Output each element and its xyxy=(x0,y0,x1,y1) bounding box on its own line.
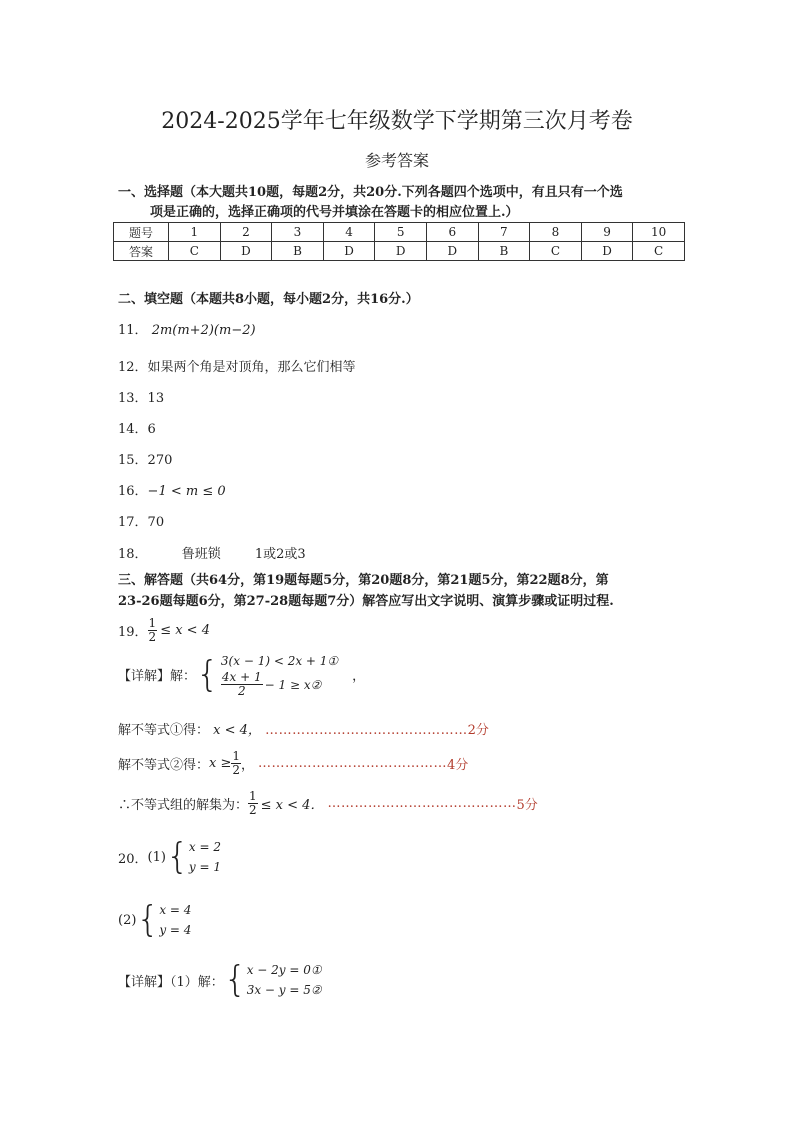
table-cell-number: 6 xyxy=(426,223,478,242)
inequality-2-rest: − 1 ≥ x② xyxy=(264,677,322,692)
q19-answer xyxy=(118,617,210,644)
equation-2: y = 4 xyxy=(159,923,192,937)
item-answer: −1 < m ≤ 0 xyxy=(147,484,226,499)
fill-item-11 xyxy=(118,319,256,338)
item-number: 13． xyxy=(118,391,148,406)
frac-numerator: 4x + 1 xyxy=(221,670,262,684)
item-number: 19． xyxy=(118,625,148,640)
left-brace-icon: { xyxy=(196,653,219,695)
fill-item-13 xyxy=(118,387,164,406)
fraction-one-half xyxy=(248,790,258,817)
equation-1: x = 2 xyxy=(188,840,221,854)
page-subtitle: 参考答案 xyxy=(364,151,429,170)
table-cell-number: 3 xyxy=(272,223,324,242)
section1-heading-line1: 一、选择题（本大题共10题，每题2分，共20分.下列各题四个选项中，有且只有一个选 xyxy=(118,185,623,200)
table-cell-number: 2 xyxy=(220,223,272,242)
dotted-leader: ……………………………………… xyxy=(265,723,468,738)
dotted-leader: …………………………………… xyxy=(327,796,517,811)
item-answer: 如果两个角是对顶角，那么它们相等 xyxy=(147,360,356,375)
comma: ， xyxy=(352,669,366,684)
page-title: 2024-2025学年七年级数学下学期第三次月考卷 xyxy=(161,109,633,134)
step-label: 解不等式②得： xyxy=(118,758,210,773)
step-score: 2分 xyxy=(467,723,489,738)
frac-denominator: 2 xyxy=(148,630,157,644)
equation-system xyxy=(189,837,221,877)
step-math: x ≥ xyxy=(209,756,232,771)
table-cell-answer: C xyxy=(169,242,221,261)
frac-numerator: 1 xyxy=(249,789,257,803)
detail-label: 【详解】（1）解： xyxy=(118,974,224,990)
item-number: 17． xyxy=(118,515,148,530)
fill-item-14 xyxy=(118,418,156,437)
table-cell-number: 9 xyxy=(581,223,633,242)
table-cell-answer: D xyxy=(426,242,478,261)
table-cell-answer: B xyxy=(478,242,530,261)
item-number: 20． xyxy=(118,851,148,867)
dotted-leader: …………………………………… xyxy=(258,756,448,771)
inequality-2 xyxy=(221,671,338,698)
fraction-one-half xyxy=(231,750,241,777)
q19-answer-rest: ≤ x < 4 xyxy=(160,623,210,638)
equation-system xyxy=(247,960,322,1000)
q20-detail xyxy=(118,960,322,1000)
table-cell-answer: C xyxy=(530,242,582,261)
inequality-system xyxy=(221,651,338,698)
item-number: 18． xyxy=(118,547,148,562)
step-score: 5分 xyxy=(516,798,538,813)
section3-heading-line2: 23-26题每题6分，第27-28题每题7分）解答应写出文字说明、演算步骤或证明过程. xyxy=(118,594,614,609)
step-label: 解不等式①得： xyxy=(118,723,210,738)
table-cell-number: 8 xyxy=(530,223,582,242)
table-row-answers xyxy=(114,242,685,261)
left-brace-icon: { xyxy=(165,836,189,877)
step-math: x < 4， xyxy=(213,723,261,738)
equation-2: 3x − y = 5② xyxy=(246,983,322,997)
equation-2: y = 1 xyxy=(188,860,221,874)
table-header-answer: 答案 xyxy=(114,242,169,261)
detail-label: 【详解】解： xyxy=(118,669,197,684)
q19-step3 xyxy=(118,790,538,817)
item-answer: 270 xyxy=(147,453,173,468)
frac-denominator: 2 xyxy=(249,803,257,817)
table-cell-answer: B xyxy=(272,242,324,261)
step-score: 4分 xyxy=(447,758,469,773)
q19-step2 xyxy=(118,750,468,777)
table-row-numbers xyxy=(114,223,685,242)
left-brace-icon: { xyxy=(223,959,247,1000)
item-answer: 鲁班锁 xyxy=(181,547,221,562)
section2-heading: 二、填空题（本题共8小题，每小题2分，共16分.） xyxy=(118,292,419,307)
item-number: 12． xyxy=(118,360,148,375)
table-cell-answer: D xyxy=(581,242,633,261)
table-cell-number: 4 xyxy=(323,223,375,242)
frac-numerator: 1 xyxy=(148,616,157,630)
part-label: (1) xyxy=(147,849,166,865)
left-brace-icon: { xyxy=(136,899,160,940)
item-number: 16． xyxy=(118,484,148,499)
item-number: 14． xyxy=(118,422,148,437)
equation-system xyxy=(159,900,191,940)
table-cell-answer: C xyxy=(633,242,685,261)
fraction-one-half xyxy=(148,617,158,644)
q19-step1 xyxy=(118,719,489,738)
table-header-question: 题号 xyxy=(114,223,169,242)
equation-1: x = 4 xyxy=(159,903,192,917)
item-answer: 13 xyxy=(147,391,165,406)
q20-part1 xyxy=(118,837,221,877)
q20-part2 xyxy=(118,900,191,940)
item-answer: 2m(m+2)(m−2) xyxy=(151,323,256,338)
section1-heading-line2: 项是正确的，选择正确项的代号并填涂在答题卡的相应位置上.） xyxy=(150,205,519,220)
fill-item-16 xyxy=(118,480,226,499)
frac-denominator: 2 xyxy=(237,684,246,698)
fill-item-18 xyxy=(118,543,306,562)
table-cell-number: 10 xyxy=(633,223,685,242)
equation-1: x − 2y = 0① xyxy=(246,963,322,977)
table-cell-answer: D xyxy=(375,242,427,261)
item-number: 15． xyxy=(118,453,148,468)
part-label: (2) xyxy=(118,912,137,928)
inequality-1: 3(x − 1) < 2x + 1① xyxy=(220,654,339,668)
section3-heading-line1: 三、解答题（共64分，第19题每题5分，第20题8分，第21题5分，第22题8分，第 xyxy=(118,573,609,588)
item-answer: 6 xyxy=(147,422,156,437)
item-number: 11． xyxy=(118,323,148,338)
fill-item-15 xyxy=(118,449,172,468)
fraction-4x-plus-1 xyxy=(221,671,263,698)
table-cell-number: 7 xyxy=(478,223,530,242)
item-answer-2: 1或2或3 xyxy=(254,547,306,562)
table-cell-answer: D xyxy=(323,242,375,261)
comma: ， xyxy=(241,758,255,773)
frac-denominator: 2 xyxy=(232,763,241,777)
answer-table xyxy=(113,222,685,261)
frac-numerator: 1 xyxy=(232,749,241,763)
table-cell-number: 1 xyxy=(169,223,221,242)
table-cell-number: 5 xyxy=(375,223,427,242)
item-answer: 70 xyxy=(147,515,165,530)
fill-item-12 xyxy=(118,356,356,375)
fill-item-17 xyxy=(118,511,164,530)
q19-detail xyxy=(118,651,365,698)
table-cell-answer: D xyxy=(220,242,272,261)
step-math: ≤ x < 4． xyxy=(260,798,324,813)
step-label: ∴不等式组的解集为： xyxy=(118,798,249,813)
